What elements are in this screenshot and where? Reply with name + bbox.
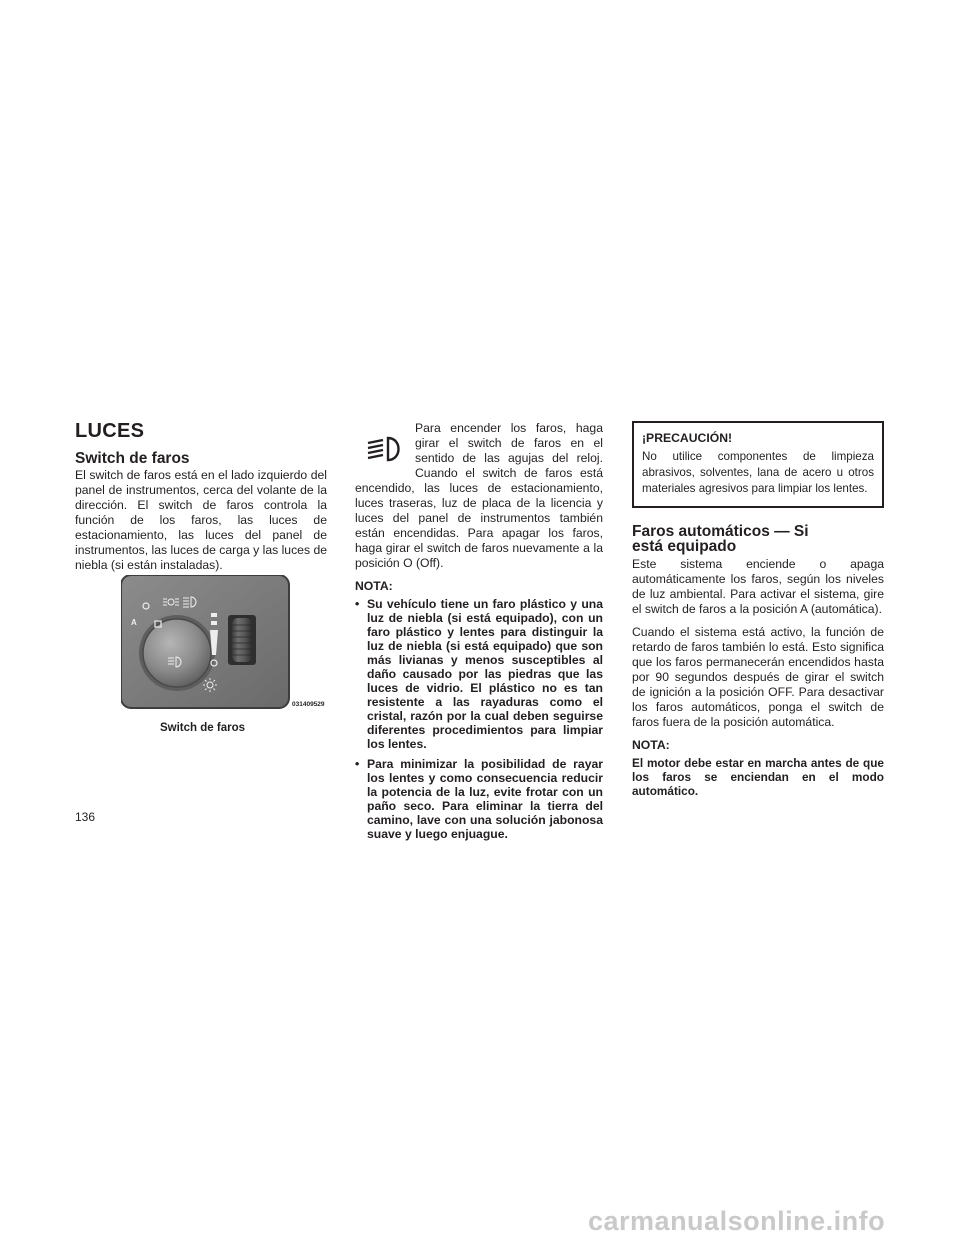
left-column	[75, 451, 327, 573]
bullet-mark: •	[355, 757, 360, 771]
right-column	[632, 421, 884, 798]
middle-column	[355, 421, 603, 847]
headlight-switch-figure	[121, 575, 327, 713]
list-item: • Su vehículo tiene un faro plástico y una luz de niebla (si está equipado), con un faro plástico y lentes para distinguir la luz de niebla (si está equipado) que son más livianas y menos susceptibles al daño causado por las piedras que las luces de vidrio. El plástico no es tan resistente a las rayaduras como el cristal, razón por la cual deben seguirse diferentes procedimientos para limpiar los lentes.	[355, 597, 603, 751]
nota-bullets	[355, 597, 603, 841]
headlight-switch-illustration	[121, 575, 327, 713]
headlight-instructions-text: Para encender los faros, haga girar el switch de faros en el sentido de las agujas del reloj. Cuando el switch de faros está encendido, las luces de estacionamiento, luces traseras, luz de placa de la licencia y luces del panel de instrumentos también están encendidas. Para apagar los faros, haga girar el switch de faros nuevamente a la posición O (Off).	[355, 421, 603, 570]
auto-paragraph-2: Cuando el sistema está activo, la función de retardo de faros también lo está. Esto significa que los faros permanecerán encendidos hasta por 90 segundos después de girar el switch de ignición a la posición OFF. Para desactivar los faros automáticos, ponga el switch de faros fuera de la posición automática.	[632, 625, 884, 729]
caution-text: No utilice componentes de limpieza abrasivos, solventes, lana de acero u otros materiales agresivos para limpiar los lentes.	[642, 450, 874, 495]
list-item: • Para minimizar la posibilidad de rayar los lentes y como consecuencia reducir la potencia de la luz, evite frotar con un paño seco. Para eliminar la tierra del camino, lave con una solución jabonosa suave y luego enjuague.	[355, 757, 603, 841]
caution-title: ¡PRECAUCIÓN!	[642, 431, 733, 445]
figure-code: 031409529	[292, 701, 325, 708]
caution-box	[632, 421, 884, 508]
nota-label-middle: NOTA:	[355, 579, 393, 593]
float-spacer	[355, 421, 415, 481]
nota-text-right: El motor debe estar en marcha antes de que los faros se enciendan en el modo automático.	[632, 756, 884, 798]
page-number: 136	[75, 810, 96, 824]
bullet-mark: •	[355, 597, 360, 611]
auto-position-label: A	[131, 618, 137, 627]
auto-paragraph-1: Este sistema enciende o apaga automáticamente los faros, según los niveles de luz ambiental. Para activar el sistema, gire el switch de faros a la posición A (automática).	[632, 557, 884, 616]
section-title: LUCES	[75, 420, 145, 442]
auto-headlights-heading: Faros automáticos — Si está equipado	[632, 523, 809, 555]
figure-caption: Switch de faros	[160, 722, 245, 734]
switch-heading: Switch de faros	[75, 450, 190, 467]
switch-paragraph: El switch de faros está en el lado izquierdo del panel de instrumentos, cerca del volante de la dirección. El switch de faros controla la función de los faros, las luces de estacionamiento, las luces del panel de instrumentos, las luces de carga y las luces de niebla (si están instaladas).	[75, 468, 327, 572]
headlight-instructions	[355, 421, 603, 571]
nota-label-right: NOTA:	[632, 738, 670, 752]
watermark: carmanualsonline.info	[588, 1206, 886, 1236]
